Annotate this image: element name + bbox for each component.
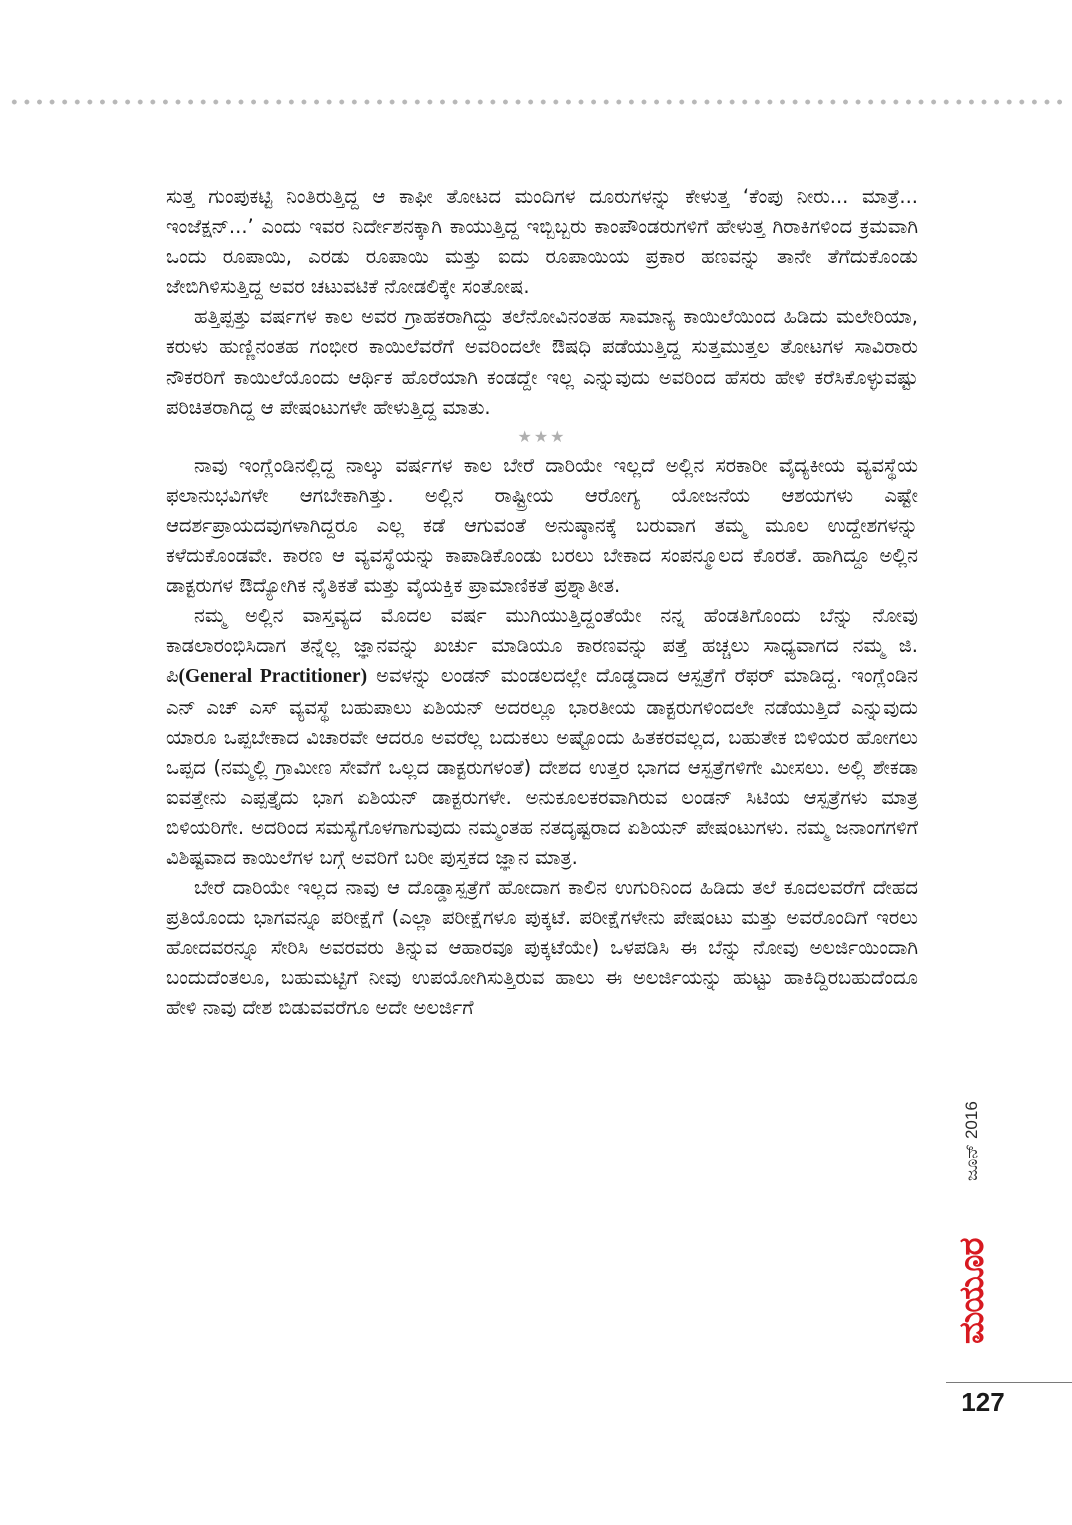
page-number: 127 xyxy=(961,1387,1005,1417)
paragraph: ನಾವು ಇಂಗ್ಲೆಂಡಿನಲ್ಲಿದ್ದ ನಾಲ್ಕು ವರ್ಷಗಳ ಕಾಲ ಬೇರೆ ದಾರಿಯೇ ಇಲ್ಲದೆ ಅಲ್ಲಿನ ಸರಕಾರೀ ವೈದ್ಯಕೀಯ ವ್ಯವಸ್ಥೆಯ ಫಲಾನುಭವಿಗಳೇ ಆಗಬೇಕಾಗಿತ್ತು. ಅಲ್ಲಿನ ರಾಷ್ಟ್ರೀಯ ಆರೋಗ್ಯ ಯೋಜನೆಯ ಆಶಯಗಳು ಎಷ್ಟೇ ಆದರ್ಶಪ್ರಾಯದವುಗಳಾಗಿದ್ದರೂ ಎಲ್ಲ ಕಡೆ ಆಗುವಂತೆ ಅನುಷ್ಠಾನಕ್ಕೆ ಬರುವಾಗ ತಮ್ಮ ಮೂಲ ಉದ್ದೇಶಗಳನ್ನು ಕಳೆದುಕೊಂಡವೇ. ಕಾರಣ ಆ ವ್ಯವಸ್ಥೆಯನ್ನು ಕಾಪಾಡಿಕೊಂಡು ಬರಲು ಬೇಕಾದ ಸಂಪನ್ಮೂಲದ ಕೊರತೆ. ಹಾಗಿದ್ದೂ ಅಲ್ಲಿನ ಡಾಕ್ಟರುಗಳ ಔದ್ಯೋಗಿಕ ನೈತಿಕತೆ ಮತ್ತು ವೈಯಕ್ತಿಕ ಪ್ರಾಮಾಣಿಕತೆ ಪ್ರಶ್ನಾತೀತ. xyxy=(166,453,918,598)
magazine-logo: ಮಯೂರ xyxy=(952,1238,992,1344)
paragraph-text: ಅವಳನ್ನು ಲಂಡನ್ ಮಂಡಲದಲ್ಲೇ ದೊಡ್ಡದಾದ ಆಸ್ಪತ್ರೆಗೆ ರೆಫರ್ ಮಾಡಿದ್ದ. ಇಂಗ್ಲೆಂಡಿನ ಎನ್ ಎಚ್ ಎಸ್ ವ್ಯವಸ್ಥೆ ಬಹುಪಾಲು ಏಶಿಯನ್ ಅದರಲ್ಲೂ ಭಾರತೀಯ ಡಾಕ್ಟರುಗಳಿಂದಲೇ ನಡೆಯುತ್ತಿದೆ ಎನ್ನುವುದು ಯಾರೂ ಒಪ್ಪಬೇಕಾದ ವಿಚಾರವೇ ಆದರೂ ಅವರೆಲ್ಲ ಬದುಕಲು ಅಷ್ಟೊಂದು ಹಿತಕರವಲ್ಲದ, ಬಹುತೇಕ ಬಿಳಿಯರ ಹೋಗಲು ಒಪ್ಪದ (ನಮ್ಮಲ್ಲಿ ಗ್ರಾಮೀಣ ಸೇವೆಗೆ ಒಲ್ಲದ ಡಾಕ್ಟರುಗಳಂತೆ) ದೇಶದ ಉತ್ತರ ಭಾಗದ ಆಸ್ಪತ್ರೆಗಳಿಗೇ ಮೀಸಲು. ಅಲ್ಲಿ ಶೇಕಡಾ ಐವತ್ತೇನು ಎಪ್ಪತ್ತೈದು ಭಾಗ ಏಶಿಯನ್ ಡಾಕ್ಟರುಗಳೇ. ಅನುಕೂಲಕರವಾಗಿರುವ ಲಂಡನ್ ಸಿಟಿಯ ಆಸ್ಪತ್ರೆಗಳು ಮಾತ್ರ ಬಿಳಿಯರಿಗೇ. ಅದರಿಂದ ಸಮಸ್ಯೆಗೊಳಗಾಗುವುದು ನಮ್ಮಂತಹ ನತದೃಷ್ಟರಾದ ಏಶಿಯನ್ ಪೇಷಂಟುಗಳು. ನಮ್ಮ ಜನಾಂಗಗಳಿಗೆ ವಿಶಿಷ್ಟವಾದ ಕಾಯಿಲೆಗಳ ಬಗ್ಗೆ ಅವರಿಗೆ ಬರೀ ಪುಸ್ತಕದ ಜ್ಞಾನ ಮಾತ್ರ. xyxy=(166,664,918,869)
paragraph: ಹತ್ತಿಪ್ಪತ್ತು ವರ್ಷಗಳ ಕಾಲ ಅವರ ಗ್ರಾಹಕರಾಗಿದ್ದು ತಲೆನೋವಿನಂತಹ ಸಾಮಾನ್ಯ ಕಾಯಿಲೆಯಿಂದ ಹಿಡಿದು ಮಲೇರಿಯಾ, ಕರುಳು ಹುಣ್ಣಿನಂತಹ ಗಂಭೀರ ಕಾಯಿಲೆವರೆಗೆ ಅವರಿಂದಲೇ ಔಷಧಿ ಪಡೆಯುತ್ತಿದ್ದ ಸುತ್ತಮುತ್ತಲ ತೋಟಗಳ ಸಾವಿರಾರು ನೌಕರರಿಗೆ ಕಾಯಿಲೆಯೊಂದು ಆರ್ಥಿಕ ಹೊರೆಯಾಗಿ ಕಂಡದ್ದೇ ಇಲ್ಲ ಎನ್ನುವುದು ಅವರಿಂದ ಹೆಸರು ಹೇಳಿ ಕರೆಸಿಕೊಳ್ಳುವಷ್ಟು ಪರಿಚಿತರಾಗಿದ್ದ ಆ ಪೇಷಂಟುಗಳೇ ಹೇಳುತ್ತಿದ್ದ ಮಾತು. xyxy=(166,305,918,419)
paragraph xyxy=(166,601,918,873)
section-separator: ★★★ xyxy=(517,426,567,446)
paragraph-text: ನಮ್ಮ ಅಲ್ಲಿನ ವಾಸ್ತವ್ಯದ ಮೊದಲ ವರ್ಷ ಮುಗಿಯುತ್ತಿದ್ದಂತೆಯೇ ನನ್ನ ಹೆಂಡತಿಗೊಂದು ಬೆನ್ನು ನೋವು ಕಾಡಲಾರಂಭಿಸಿದಾಗ ತನ್ನೆಲ್ಲ ಜ್ಞಾನವನ್ನು ಖರ್ಚು ಮಾಡಿಯೂ ಕಾರಣವನ್ನು ಪತ್ತೆ ಹಚ್ಚಲು ಸಾಧ್ಯವಾಗದ ನಮ್ಮ ಜಿ. ಪಿ xyxy=(166,604,918,688)
english-term: (General Practitioner) xyxy=(178,666,368,688)
issue-date: ಜೂನ್ 2016 xyxy=(962,1101,981,1181)
dotted-header-rule xyxy=(8,98,1064,106)
paragraph: ಬೇರೆ ದಾರಿಯೇ ಇಲ್ಲದ ನಾವು ಆ ದೊಡ್ಡಾಸ್ಪತ್ರೆಗೆ ಹೋದಾಗ ಕಾಲಿನ ಉಗುರಿನಿಂದ ಹಿಡಿದು ತಲೆ ಕೂದಲವರೆಗೆ ದೇಹದ ಪ್ರತಿಯೊಂದು ಭಾಗವನ್ನೂ ಪರೀಕ್ಷೆಗೆ (ಎಲ್ಲಾ ಪರೀಕ್ಷೆಗಳೂ ಪುಕ್ಕಟೆ. ಪರೀಕ್ಷೆಗಳೇನು ಪೇಷಂಟು ಮತ್ತು ಅವರೊಂದಿಗೆ ಇರಲು ಹೋದವರನ್ನೂ ಸೇರಿಸಿ ಅವರವರು ತಿನ್ನುವ ಆಹಾರವೂ ಪುಕ್ಕಟೆಯೇ) ಒಳಪಡಿಸಿ ಈ ಬೆನ್ನು ನೋವು ಅಲರ್ಜಿಯಿಂದಾಗಿ ಬಂದುದೆಂತಲೂ, ಬಹುಮಟ್ಟಿಗೆ ನೀವು ಉಪಯೋಗಿಸುತ್ತಿರುವ ಹಾಲು ಈ ಅಲರ್ಜಿಯನ್ನು ಹುಟ್ಟು ಹಾಕಿದ್ದಿರಬಹುದೆಂದೂ ಹೇಳಿ ನಾವು ದೇಶ ಬಿಡುವವರೆಗೂ ಅದೇ ಅಲರ್ಜಿಗೆ xyxy=(166,876,918,1020)
article-body xyxy=(166,182,918,1024)
footer-rule xyxy=(946,1382,1072,1383)
magazine-sidebar xyxy=(950,1098,994,1382)
paragraph: ಸುತ್ತ ಗುಂಪುಕಟ್ಟಿ ನಿಂತಿರುತ್ತಿದ್ದ ಆ ಕಾಫೀ ತೋಟದ ಮಂದಿಗಳ ದೂರುಗಳನ್ನು ಕೇಳುತ್ತ ‘ಕೆಂಪು ನೀರು... ಮಾತ್ರೆ... ಇಂಜೆಕ್ಷನ್...’ ಎಂದು ಇವರ ನಿರ್ದೇಶನಕ್ಕಾಗಿ ಕಾಯುತ್ತಿದ್ದ ಇಬ್ಬಿಬ್ಬರು ಕಾಂಪೌಂಡರುಗಳಿಗೆ ಹೇಳುತ್ತ ಗಿರಾಕಿಗಳಿಂದ ಕ್ರಮವಾಗಿ ಒಂದು ರೂಪಾಯಿ, ಎರಡು ರೂಪಾಯಿ ಮತ್ತು ಐದು ರೂಪಾಯಿಯ ಪ್ರಕಾರ ಹಣವನ್ನು ತಾನೇ ತೆಗೆದುಕೊಂಡು ಜೇಬಿಗಿಳಿಸುತ್ತಿದ್ದ ಅವರ ಚಟುವಟಿಕೆ ನೋಡಲಿಕ್ಕೇ ಸಂತೋಷ. xyxy=(166,185,918,299)
